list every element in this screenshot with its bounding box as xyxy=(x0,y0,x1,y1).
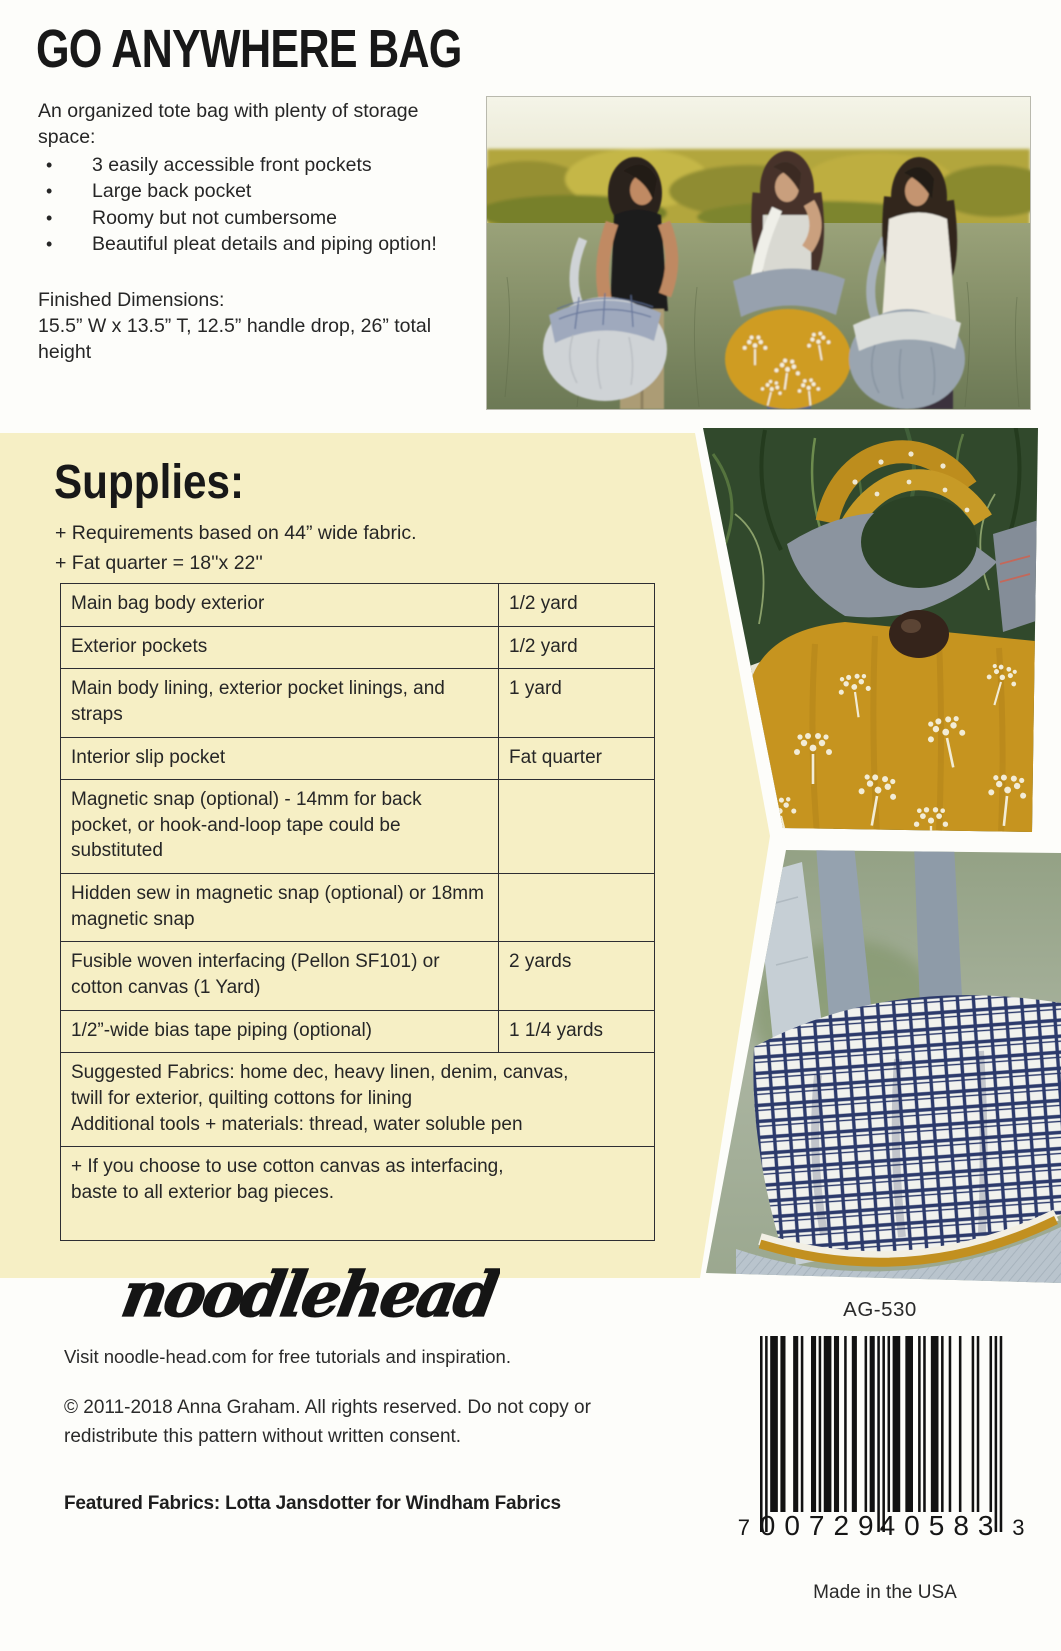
item-cell: 1/2”-wide bias tape piping (optional) xyxy=(61,1010,499,1053)
sku-code: AG-530 xyxy=(843,1298,917,1321)
item-cell: Main body lining, exterior pocket linings, and straps xyxy=(61,669,499,737)
fabric-note-row xyxy=(61,1053,655,1147)
canvas-note-line: + If you choose to use cotton canvas as interfacing, baste to all exterior bag pieces. xyxy=(71,1156,504,1203)
strap-chambray-2 xyxy=(914,845,962,1011)
item-cell: Fusible woven interfacing (Pellon SF101) or cotton canvas (1 Yard) xyxy=(61,942,499,1010)
bag-body-plaid xyxy=(753,995,1061,1258)
table-row xyxy=(61,1010,655,1053)
amount-cell: 1/2 yard xyxy=(499,584,655,627)
leather-tab-highlight xyxy=(901,619,921,633)
copyright-line: © 2011-2018 Anna Graham. All rights reserved. Do not copy or redistribute this pattern without written consent. xyxy=(64,1397,591,1447)
barcode xyxy=(728,1332,1038,1544)
svg-text:40583: 40583 xyxy=(879,1510,1003,1541)
supplies-notes xyxy=(55,518,417,578)
header-description-block xyxy=(38,98,466,365)
feature-text: Large back pocket xyxy=(92,180,252,203)
bullet-icon xyxy=(38,152,92,178)
svg-text:00729: 00729 xyxy=(759,1510,883,1541)
amount-cell: 1 yard xyxy=(499,669,655,737)
svg-text:3: 3 xyxy=(1012,1515,1025,1540)
canvas-note-cell xyxy=(61,1147,655,1240)
visit-line: Visit noodle-head.com for free tutorials and inspiration. xyxy=(64,1346,511,1367)
brand-logo xyxy=(110,1248,500,1348)
table-row xyxy=(61,874,655,942)
handle-opening xyxy=(861,496,977,588)
table-row xyxy=(61,942,655,1010)
item-cell: Hidden sew in magnetic snap (optional) or 18mm magnetic snap xyxy=(61,874,499,942)
brand-logo-text: noodlehead xyxy=(116,1257,500,1331)
header-description: An organized tote bag with plenty of storage space: xyxy=(38,100,419,149)
item-cell: Interior slip pocket xyxy=(61,737,499,780)
feature-item xyxy=(38,178,466,204)
feature-item xyxy=(38,152,466,178)
brand-logo-art xyxy=(110,1248,500,1348)
feature-text: 3 easily accessible front pockets xyxy=(92,154,372,177)
feature-item xyxy=(38,205,466,231)
item-cell: Magnetic snap (optional) - 14mm for back pocket, or hook-and-loop tape could be substituted xyxy=(61,780,499,874)
item-cell: Main bag body exterior xyxy=(61,584,499,627)
supplies-heading: Supplies: xyxy=(54,456,245,509)
feature-text: Roomy but not cumbersome xyxy=(92,206,337,229)
bullet-icon xyxy=(38,205,92,231)
finished-dimensions-label: Finished Dimensions: xyxy=(38,288,225,311)
svg-text:7: 7 xyxy=(737,1515,750,1540)
page-title: GO ANYWHERE BAG xyxy=(36,19,462,79)
fabric-note-line: Suggested Fabrics: home dec, heavy linen, denim, canvas, twill for exterior, quilting cottons for lining xyxy=(71,1062,569,1109)
amount-cell: 1/2 yard xyxy=(499,626,655,669)
amount-cell xyxy=(499,874,655,942)
bullet-icon xyxy=(38,178,92,204)
table-row xyxy=(61,584,655,627)
item-cell: Exterior pockets xyxy=(61,626,499,669)
featured-fabrics-line: Featured Fabrics: Lotta Jansdotter for Windham Fabrics xyxy=(64,1493,561,1514)
leather-tab xyxy=(889,610,949,658)
amount-cell: 1 1/4 yards xyxy=(499,1010,655,1053)
amount-cell xyxy=(499,780,655,874)
amount-cell: 2 yards xyxy=(499,942,655,1010)
finished-dimensions-value: 15.5” W x 13.5” T, 12.5” handle drop, 26” total height xyxy=(38,314,432,363)
made-in-usa-label: Made in the USA xyxy=(813,1582,957,1603)
canvas-note-row xyxy=(61,1147,655,1240)
table-row xyxy=(61,780,655,874)
photo-three-women-art xyxy=(487,97,1030,409)
bullet-icon xyxy=(38,231,92,257)
tools-note-line: Additional tools + materials: thread, water soluble pen xyxy=(71,1113,523,1135)
supplies-note: + Fat quarter = 18''x 22'' xyxy=(55,552,263,575)
table-row xyxy=(61,737,655,780)
feature-item xyxy=(38,231,466,257)
strap-highlights xyxy=(820,847,950,849)
feature-list xyxy=(38,152,466,257)
supplies-note: + Requirements based on 44” wide fabric. xyxy=(55,522,417,544)
table-row xyxy=(61,669,655,737)
finished-dimensions xyxy=(38,287,438,365)
supplies-table xyxy=(60,583,655,1241)
photo-three-women xyxy=(486,96,1031,410)
amount-cell: Fat quarter xyxy=(499,737,655,780)
table-row xyxy=(61,626,655,669)
fabric-note-cell xyxy=(61,1053,655,1147)
feature-text: Beautiful pleat details and piping option! xyxy=(92,232,437,255)
